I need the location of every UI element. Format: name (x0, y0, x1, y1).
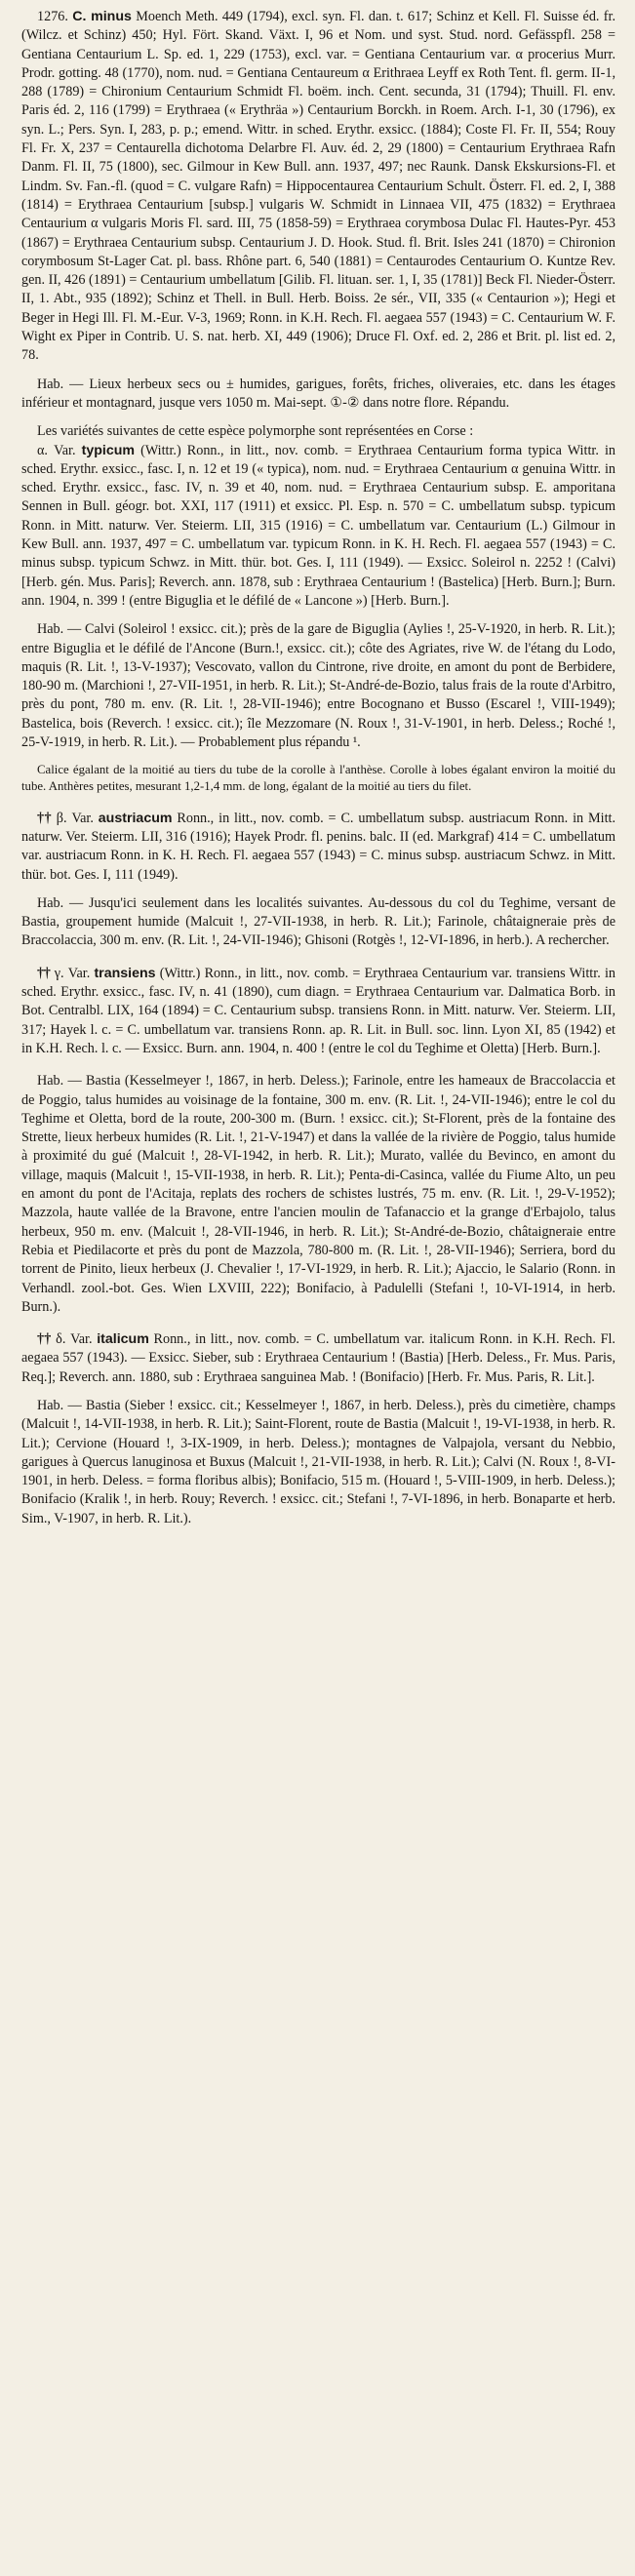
text-run: Ronn., in litt., nov. comb. = C. umbellatum subsp. austriacum Ronn. in Mitt. naturw. Ver. Steierm. LII, 316 (1916); Hayek Prodr. fl. penins. balc. II (ed. Markgraf) 414 = C. umbellatum var. austriacum Ronn. in K. H. Rech. Fl. aegaea 557 (1943) = C. minus subsp. austriacum Schwz. in Mitt. thür. bot. Ges. I, 111 (1949). (21, 810, 616, 883)
text-paragraph (21, 1330, 615, 1387)
paragraph-spacer (21, 796, 615, 810)
text-run: (Wittr.) Ronn., in litt., nov. comb. = Erythraea Centaurium forma typica Wittr. in sched. Erythr. exsicc., fasc. I, n. 12 et 19 (« typica), nom. nud. = Erythraea Centaurium α genuina Wittr. in sched. Erythr. exsicc., fasc. IV, n. 39 et 40, nom. nud. = Erythraea Centaurium subsp. E. amporitana Sennen in Bull. géogr. bot. XXI, 117 (1911) et exsicc. Pl. Esp. n. 570 = C. umbellatum subsp. typicum Ronn. in Mitt. naturw. Ver. Steierm. LII, 315 (1916) = C. umbellatum var. Centaurium (L.) Gilmour in Kew Bull. ann. 1937, 497 = C. umbellatum var. typicum Ronn. in K. H. Rech. Fl. aegaea 557 (1943) = C. minus subsp. typicum Schwz. in Mitt. thür. bot. Ges. I, 111 (1949). — Exsicc. Soleirol n. 2252 ! (Calvi) [Herb. gén. Mus. Paris]; Reverch. ann. 1878, sub : Erythraea Centaurium ! (Bastelica) [Herb. Burn.]; Burn. ann. 1904, n. 399 ! (entre Biguglia et le défilé de « Lancone ») [Herb. Burn.]. (21, 442, 615, 609)
paragraph-spacer (21, 885, 615, 894)
taxon-name: typicum (81, 442, 136, 458)
text-paragraph (21, 810, 615, 885)
paragraph-spacer (21, 1058, 615, 1072)
paragraph-spacer (21, 366, 615, 376)
text-paragraph (21, 965, 615, 1058)
text-run: Hab. — Lieux herbeux secs ou ± humides, garigues, forêts, friches, oliveraies, etc. dans les étages inférieur et montagnard, jusque vers 1050 m. Mai-sept. ①-② dans notre flore. Répandu. (21, 376, 615, 411)
text-paragraph (21, 620, 615, 752)
paragraph-spacer (21, 752, 615, 762)
taxon-name: austriacum (98, 810, 173, 826)
text-run: Moench Meth. 449 (1794), excl. syn. Fl. dan. t. 617; Schinz et Kell. Fl. Suisse éd. fr. (Wilcz. et Schinz) 450; Hyl. Fört. Skand. Växt. I, 96 et Nom. und syst. Stud. nord. Gefässpfl. 258 = Gentiana Centaurium L. Sp. ed. 1, 229 (1753), excl. var. = Gentiana Centaurium var. α procerius Murr. Prodr. gotting. 48 (1770), nom. nud. = Gentiana Centaureum α Erithraea Leyff ex Roth Tent. fl. germ. II-1, 288 (1789) = Chironium Centaurium Schmidt Fl. boëm. inch. Cent. secunda, 31 (1794); Thuill. Fl. env. Paris éd. 2, 116 (1799) = Erythraea (« Erythräa ») Centaurium Borckh. in Roem. Arch. I-1, 30 (1796), ex syn. L.; Pers. Syn. I, 283, p. p.; emend. Wittr. in sched. Erythr. exsicc. (1884); Coste Fl. Fr. II, 554; Rouy Fl. Fr. X, 237 = Centaurella dichotoma Delarbre Fl. Auv. éd. 2, 29 (1800) = Centaurium Erythraea Rafn Danm. Fl. II, 75 (1800), sec. Gilmour in Kew Bull. ann. 1937, 497; nec Raunk. Dansk Ekskursions-Fl. et Lindm. Sv. Fan.-fl. (quod = C. vulgare Rafn) = Hippocentaurea Centaurium Schult. Österr. Fl. ed. 2, I, 388 (1814) = Erythraea Centaurium [subsp.] vulgaris W. Schmidt in Linnaea VII, 475 (1832) = Erythraea Centaurium α vulgaris Moris Fl. sard. III, 75 (1858-59) = Erythraea corymbosa Dulac Fl. Hautes-Pyr. 453 (1867) = Erythraea Centaurium subsp. Centaurium J. D. Hook. Stud. fl. Brit. Isles 241 (1870) = Chironion corymbosum St-Lager Cat. pl. bass. Rhône part. 6, 540 (1881) = Centaurodes Centaurium O. Kuntze Rev. gen. II, 426 (1891) = Centaurium umbellatum [Gilib. Fl. lituan. ser. 1, I, 35 (1781)] Beck Fl. Nieder-Österr. II, 1. Abt., 935 (1892); Schinz et Thell. in Bull. Herb. Boiss. 2e sér., VII, 335 (« Centaurion »); Hegi et Beger in Hegi Ill. Fl. M.-Eur. V-3, 1969; Ronn. in K.H. Rech. Fl. aegaea 557 (1943) = C. Centaurium W. F. Wight ex Piper in Contrib. U. S. nat. herb. XI, 449 (1906); Druce Fl. Oxf. ed. 2, 286 et Brit. pl. list ed. 2, 78. (21, 9, 616, 364)
description-paragraph (21, 762, 615, 795)
text-paragraph (21, 442, 615, 612)
paragraph-spacer (21, 413, 615, 422)
paragraph-spacer (21, 611, 615, 620)
text-run: β. Var. (51, 810, 99, 826)
text-run: Hab. — Bastia (Kesselmeyer !, 1867, in herb. Deless.); Farinole, entre les hameaux de Braccolaccia et de Poggio, talus humides au voisinage de la fontaine, 300 m. env. (R. Lit. !, 24-VII-1946); entre le col du Teghime et Oletta, bord de la route, 200-300 m. (Burn. ! exsicc. cit.); St-Florent, près de la fontaine des Strette, lieux herbeux humides (R. Lit. !, 21-V-1947) et dans la vallée de la rivière de Poggio, talus humide à proximité du gué (Malcuit !, 28-VI-1942, in herb. R. Lit.); Murato, vallée du Bevinco, en amont du village, maquis (Malcuit !, 15-VII-1938, in herb. R. Lit.); Penta-di-Casinca, vallée du Fiume Alto, un peu en amont du pont de l'Acitaja, replats des rochers de schistes lustrés, 75 m. env. (R. Lit. !, 29-V-1952); Mazzola, haute vallée de la Bravone, entre l'ancien moulin de Tafanaccio et la grange d'Erbajolo, talus herbeux, 950 m. env. (Malcuit !, 28-VII-1946, in herb. R. Lit.); St-André-de-Bozio, châtaigneraie entre Rebia et Piedilacorte et près du pont de Mazzola, 780-800 m. (R. Lit. !, 28-VII-1946); Serriera, bord du torrent de Pinito, lieux herbeux (J. Chevalier !, 17-VI-1929, in herb. R. Lit.); Ajaccio, le Salario (Ronn. in Verhandl. zool.-bot. Ges. Wien LXVIII, 222); Bonifacio, à Padulelli (Stefani !, 10-VI-1914, in herb. Burn.). (21, 1073, 615, 1315)
text-run: δ. Var. (51, 1331, 98, 1348)
text-paragraph (21, 422, 615, 441)
text-run: α. Var. (37, 442, 82, 458)
text-paragraph (21, 894, 615, 951)
text-run: Ronn., in litt., nov. comb. = C. umbellatum var. italicum Ronn. in K.H. Rech. Fl. aegaea 557 (1943). — Exsicc. Sieber, sub : Erythraea Centaurium ! (Bastia) [Herb. Deless., Fr. Mus. Paris, Req.]; Reverch. ann. 1880, sub : Erythraea sanguinea Mab. ! (Bonifacio) [Herb. Fr. Mus. Paris, R. Lit.]. (21, 1331, 615, 1385)
text-run: (Wittr.) Ronn., in litt., nov. comb. = Erythraea Centaurium var. transiens Wittr. in sched. Erythr. exsicc., fasc. IV, n. 41 (1890), cum diagn. = Erythraea Centaurium var. Dalmatica Borb. in Bot. Centralbl. LIX, 164 (1894) = C. Centaurium subsp. transiens Ronn. in Mitt. naturw. Ver. Steierm. LII, 317; Hayek l. c. = C. umbellatum var. transiens Ronn. ap. R. Lit. in Bull. soc. linn. Lyon XI, 85 (1942) et in K.H. Rech. l. c. — Exsicc. Burn. ann. 1904, n. 400 ! (entre le col du Teghime et Oletta) [Herb. Burn.]. (21, 965, 615, 1056)
text-run: Les variétés suivantes de cette espèce polymorphe sont représentées en Corse : (37, 423, 474, 440)
text-run: Hab. — Jusqu'ici seulement dans les localités suivantes. Au-dessous du col du Teghime, versant de Bastia, groupement humide (Malcuit !, 27-VII-1938, in herb. R. Lit.); Farinole, châtaigneraie près de Braccolaccia, 300 m. env. (R. Lit. !, 24-VII-1946); Ghisoni (Rotgès !, 12-VI-1896, in herb.). A rechercher. (21, 894, 615, 949)
text-run: Calice égalant de la moitié au tiers du tube de la corolle à l'anthèse. Corolle à lobes égalant environ la moitié du tube. Anthères petites, mesurant 1,2-1,4 mm. de long, égalant de la moitié au tiers du filet. (21, 763, 615, 794)
double-dagger-mark: †† (37, 810, 52, 826)
text-paragraph (21, 8, 615, 366)
taxon-name: transiens (94, 965, 156, 981)
text-paragraph (21, 1072, 615, 1317)
text-paragraph (21, 1397, 615, 1528)
double-dagger-mark: †† (37, 1331, 52, 1348)
text-paragraph (21, 376, 615, 414)
text-run: Hab. — Bastia (Sieber ! exsicc. cit.; Kesselmeyer !, 1867, in herb. Deless.), près du cimetière, champs (Malcuit !, 14-VII-1938, in herb. R. Lit.); Saint-Florent, route de Bastia (Malcuit !, 19-VI-1938, in herb. R. Lit.); Cervione (Houard !, 3-IX-1909, in herb. Deless.); montagnes de Valpajola, versant du Nebbio, garigues à Quercus lanuginosa et Buxus (Malcuit !, 21-VII-1938, in herb. R. Lit.); Calvi (N. Roux !, 8-VI-1901, in herb. Deless. = forma floribus albis); Bonifacio, 515 m. (Houard !, 5-VIII-1909, in herb. Deless.); Bonifacio (Kralik !, in herb. Rouy; Reverch. ! exsicc. cit.; Stefani !, 7-VI-1896, in herb. Bonaparte et herb. Sim., V-1907, in herb. R. Lit.). (21, 1398, 615, 1526)
paragraph-spacer (21, 951, 615, 965)
double-dagger-mark: †† (37, 965, 51, 981)
text-run: γ. Var. (50, 965, 95, 981)
paragraph-spacer (21, 1387, 615, 1397)
text-run: Hab. — Calvi (Soleirol ! exsicc. cit.); près de la gare de Biguglia (Aylies !, 25-V-1920, in herb. R. Lit.); entre Biguglia et le défilé de l'Ancone (Burn.!, exsicc. cit.); côte des Agriates, rive W. de l'étang du Lodo, maquis (R. Lit. !, 13-V-1937); Vescovato, vallon du Cintrone, rive droite, en amont du pont de Berbidere, 180-90 m. (Marchioni !, 27-VII-1951, in herb. R. Lit.); St-André-de-Bozio, talus frais de la route d'Arbitro, près du pont, 780 m. env. (R. Lit. !, 28-VII-1946); entre Bocognano et Busso (Escarel !, VIII-1949); Bastelica, bois (Reverch. ! exsicc. cit.); île Mezzomare (N. Roux !, 31-V-1901, in herb. Deless.; Roché !, 25-V-1919, in herb. R. Lit.). — Probablement plus répandu ¹. (21, 621, 615, 750)
taxon-name: italicum (97, 1331, 149, 1348)
entry-number: 1276. (37, 9, 73, 24)
paragraph-spacer (21, 1317, 615, 1330)
taxon-name: C. minus (72, 9, 132, 24)
